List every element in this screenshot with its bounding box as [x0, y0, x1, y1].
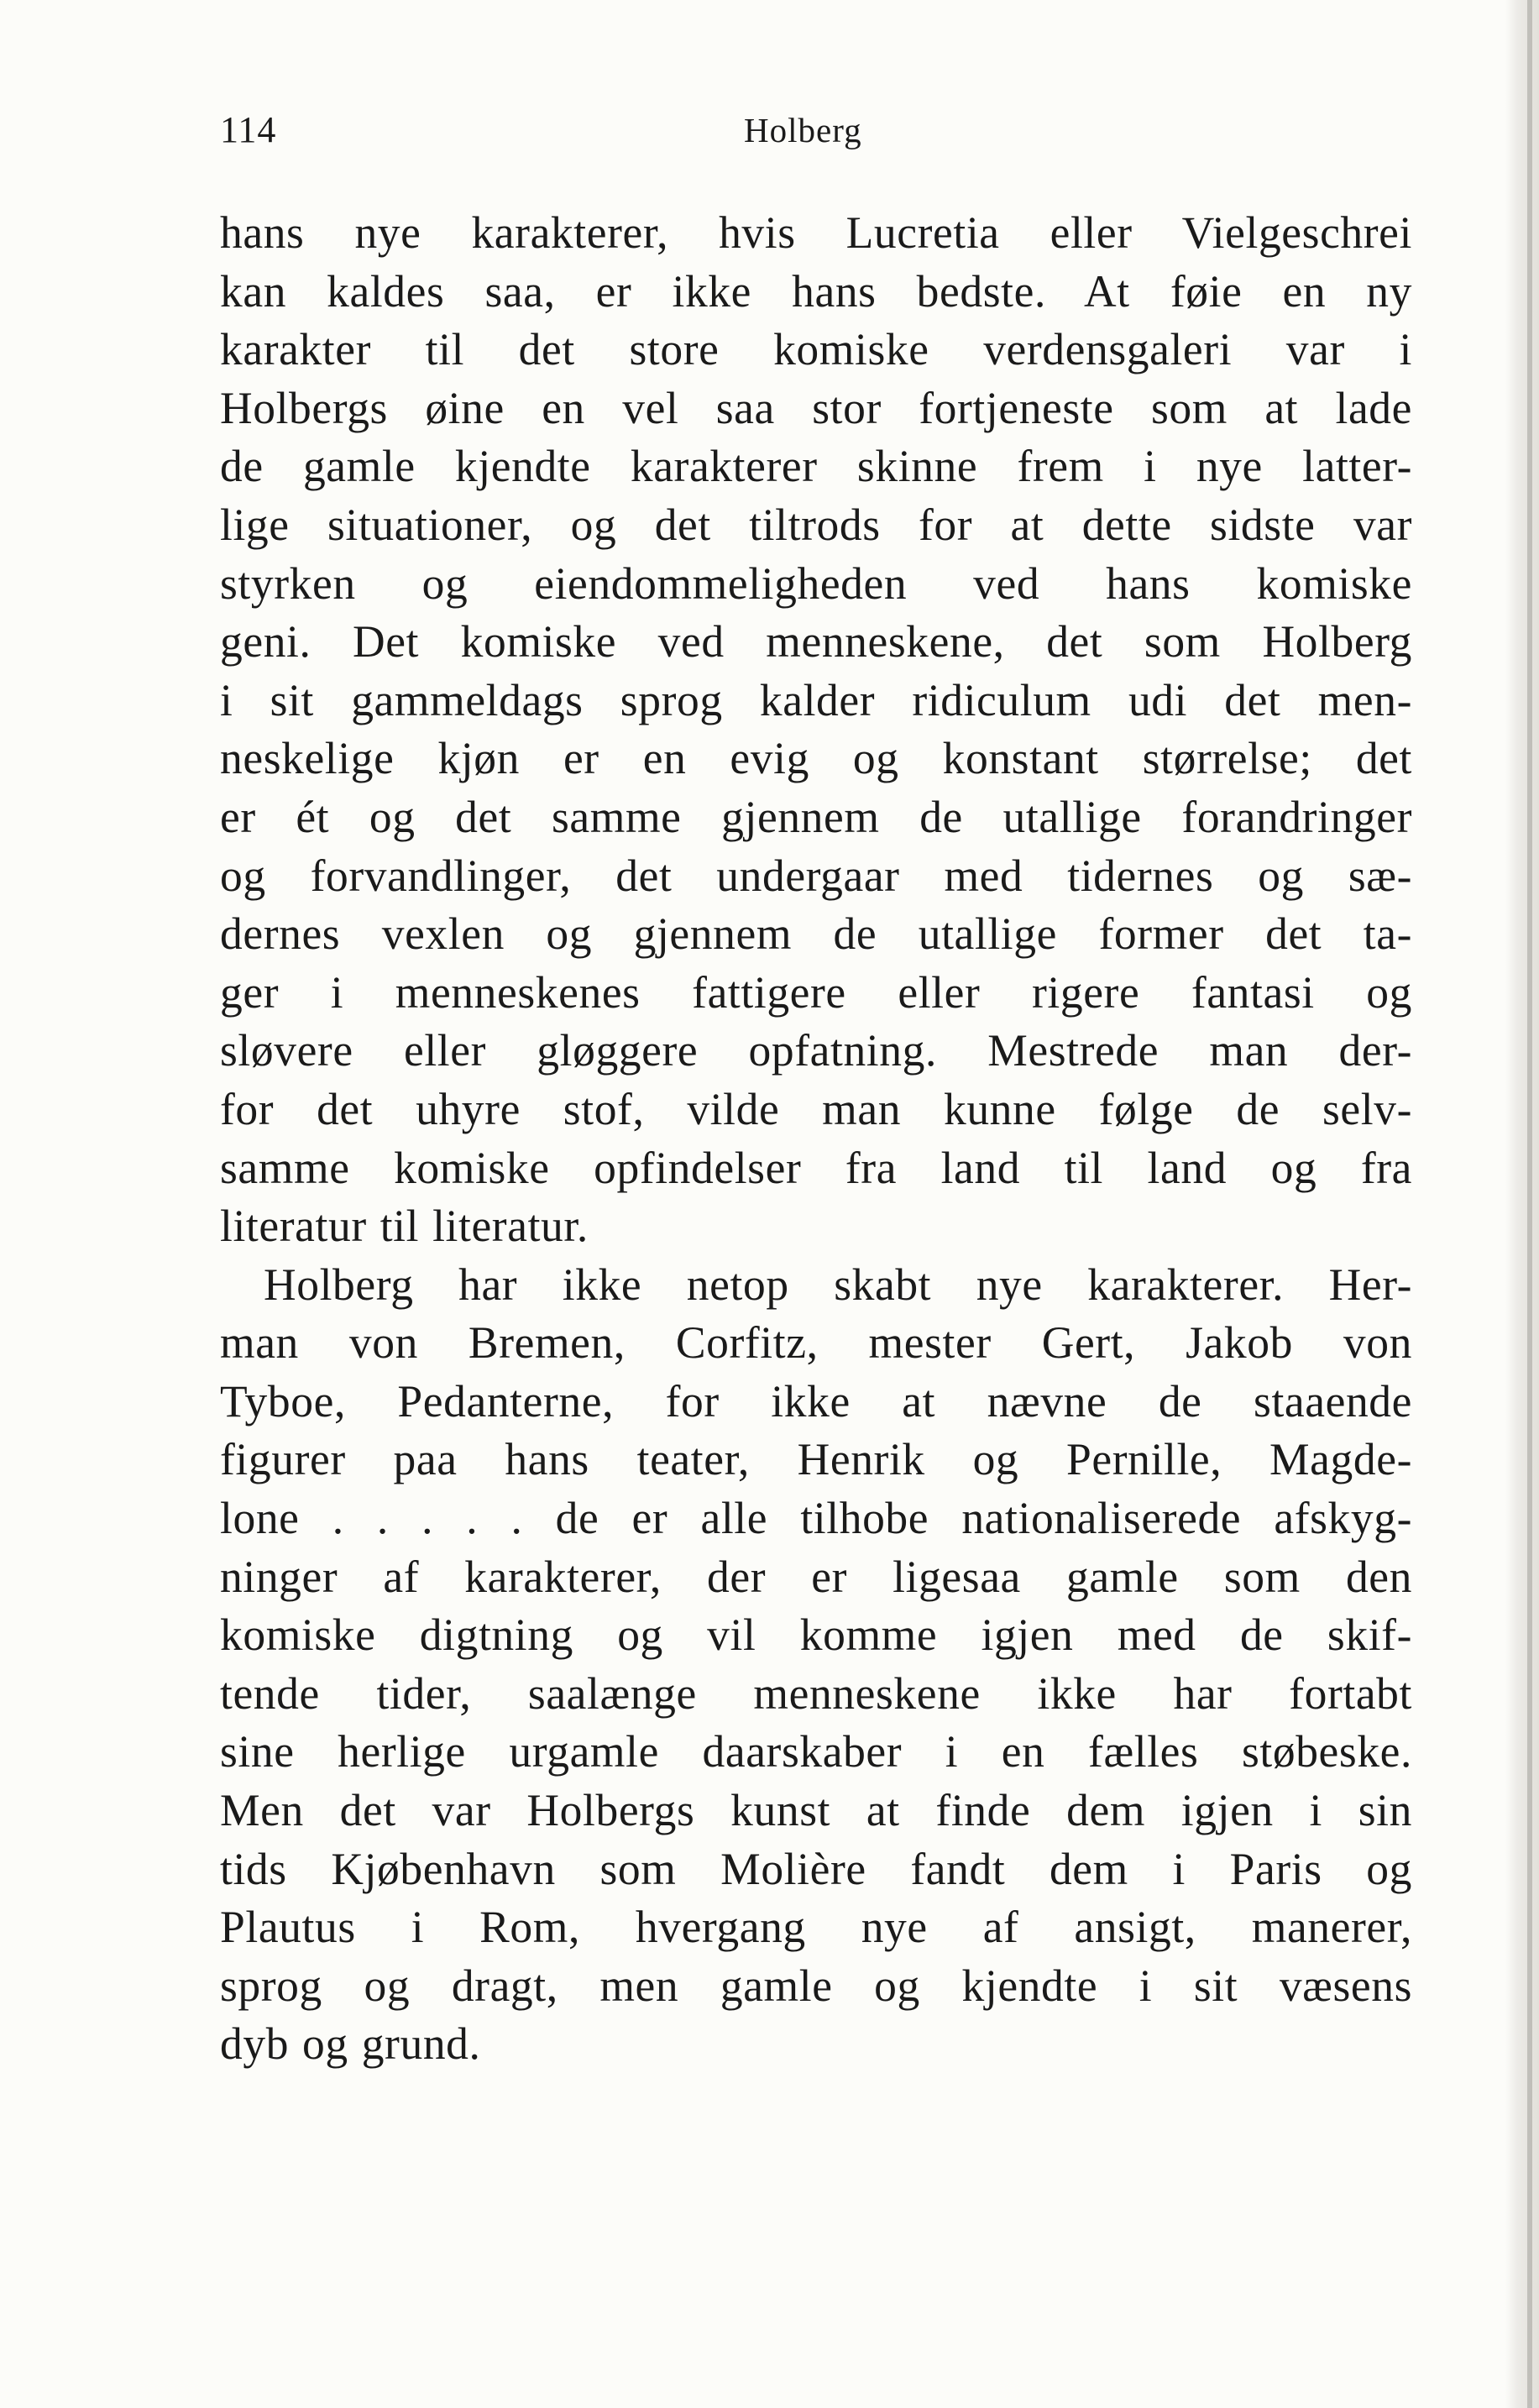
- text-line: i sit gammeldags sprog kalder ridiculum udi det men-: [220, 674, 1412, 725]
- text-line: sprog og dragt, men gamle og kjendte i sit væsens: [220, 1960, 1412, 2011]
- text-line: Men det var Holbergs kunst at finde dem igjen i sin: [220, 1785, 1412, 1836]
- text-line: lige situationer, og det tiltrods for at dette sidste var: [220, 499, 1412, 550]
- text-line: tids Kjøbenhavn som Molière fandt dem i Paris og: [220, 1843, 1412, 1894]
- text-line: geni. Det komiske ved menneskene, det som Holberg: [220, 616, 1412, 667]
- text-line: neskelige kjøn er en evig og konstant størrelse; det: [220, 733, 1412, 784]
- paragraph-end-line: dyb og grund.: [220, 2018, 481, 2070]
- text-line: dernes vexlen og gjennem de utallige former det ta-: [220, 908, 1412, 960]
- scan-binding-line: [1527, 0, 1532, 2408]
- text-line: for det uhyre stof, vilde man kunne følge de selv-: [220, 1083, 1412, 1134]
- text-line: tende tider, saalænge menneskene ikke har fortabt: [220, 1667, 1412, 1719]
- text-line: Tyboe, Pedanterne, for ikke at nævne de staaende: [220, 1375, 1412, 1426]
- page-number: 114: [220, 109, 277, 150]
- text-line: og forvandlinger, det undergaar med tidernes og sæ-: [220, 850, 1412, 901]
- text-line: Holbergs øine en vel saa stor fortjeneste som at lade: [220, 382, 1412, 433]
- running-head: Holberg: [744, 111, 862, 149]
- text-line: kan kaldes saa, er ikke hans bedste. At føie en ny: [220, 265, 1412, 317]
- text-line: sløvere eller gløggere opfatning. Mestrede man der-: [220, 1025, 1412, 1076]
- text-line: ninger af karakterer, der er ligesaa gamle som den: [220, 1551, 1412, 1602]
- text-line: karakter til det store komiske verdensgaleri var i: [220, 324, 1412, 375]
- paragraph-end-line: literatur til literatur.: [220, 1201, 589, 1252]
- paragraph-start-line: Holberg har ikke netop skabt nye karakterer. Her-: [264, 1259, 1412, 1310]
- text-line: sine herlige urgamle daarskaber i en fælles støbeske.: [220, 1726, 1412, 1777]
- text-line: de gamle kjendte karakterer skinne frem i nye latter-: [220, 441, 1412, 492]
- text-line: er ét og det samme gjennem de utallige forandringer: [220, 791, 1412, 842]
- text-line: komiske digtning og vil komme igjen med de skif-: [220, 1610, 1412, 1661]
- body-text: [220, 204, 1412, 2074]
- text-line: hans nye karakterer, hvis Lucretia eller Vielgeschrei: [220, 207, 1412, 258]
- text-line: lone . . . . . de er alle tilhobe nationaliserede afskyg-: [220, 1493, 1412, 1544]
- text-line: figurer paa hans teater, Henrik og Pernille, Magde-: [220, 1434, 1412, 1485]
- text-line: Plautus i Rom, hvergang nye af ansigt, manerer,: [220, 1902, 1412, 1953]
- page-header: [220, 105, 1412, 155]
- text-line: samme komiske opfindelser fra land til land og fra: [220, 1142, 1412, 1193]
- scan-shadow-edge: [1505, 0, 1539, 2408]
- text-line: styrken og eiendommeligheden ved hans komiske: [220, 558, 1412, 609]
- text-line: man von Bremen, Corfitz, mester Gert, Jakob von: [220, 1317, 1412, 1369]
- text-line: ger i menneskenes fattigere eller rigere fantasi og: [220, 966, 1412, 1018]
